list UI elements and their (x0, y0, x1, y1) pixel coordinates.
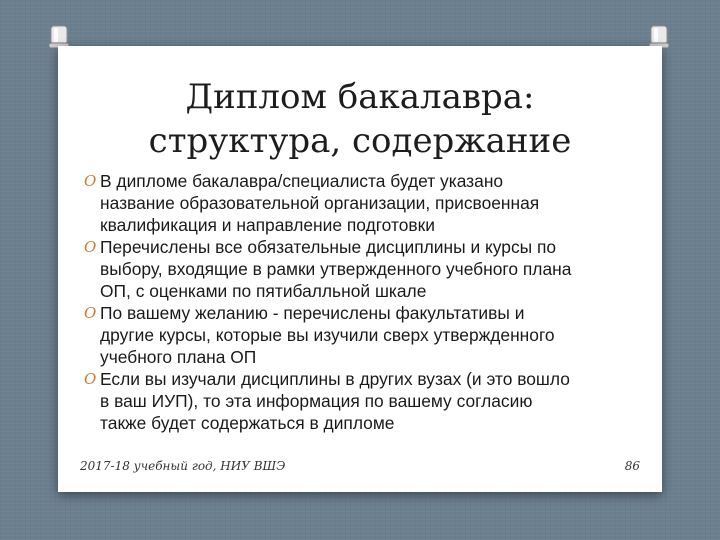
bullet-line: название образовательной организации, присвоенная (100, 193, 540, 213)
bullet-line: другие курсы, которые вы изучили сверх утвержденного (100, 325, 555, 345)
bullet-item (84, 302, 654, 368)
bullet-line: учебного плана ОП (100, 347, 257, 367)
bullet-line: выбору, входящие в рамки утвержденного учебного плана (100, 259, 572, 279)
bullet-item (84, 236, 654, 302)
bullet-item (84, 170, 654, 236)
bullet-line: Если вы изучали дисциплины в других вузах (и это вошло (100, 369, 570, 389)
bullet-item (84, 368, 654, 434)
bullet-line: По вашему желанию - перечислены факультативы и (100, 303, 525, 323)
bullet-marker-icon: O (84, 238, 97, 256)
footer-caption: 2017-18 учебный год, НИУ ВШЭ (80, 459, 286, 473)
bullet-line: квалификация и направление подготовки (100, 215, 435, 235)
bullet-marker-icon: O (84, 304, 97, 322)
bullet-line: также будет содержаться в дипломе (100, 413, 395, 433)
bullet-marker-icon: O (84, 370, 97, 388)
page-number: 86 (624, 459, 640, 473)
slide-title-line-2: структура, содержание (148, 121, 572, 161)
bullet-marker-icon: O (84, 172, 97, 190)
bullet-line: в ваш ИУП), то эта информация по вашему согласию (100, 391, 533, 411)
bullet-list (84, 170, 654, 434)
slide-title-line-1: Диплом бакалавра: (185, 77, 535, 117)
bullet-line: В дипломе бакалавра/специалиста будет указано (100, 171, 504, 191)
bullet-line: Перечислены все обязательные дисциплины и курсы по (100, 237, 557, 257)
bullet-line: ОП, с оценками по пятибалльной шкале (100, 281, 427, 301)
